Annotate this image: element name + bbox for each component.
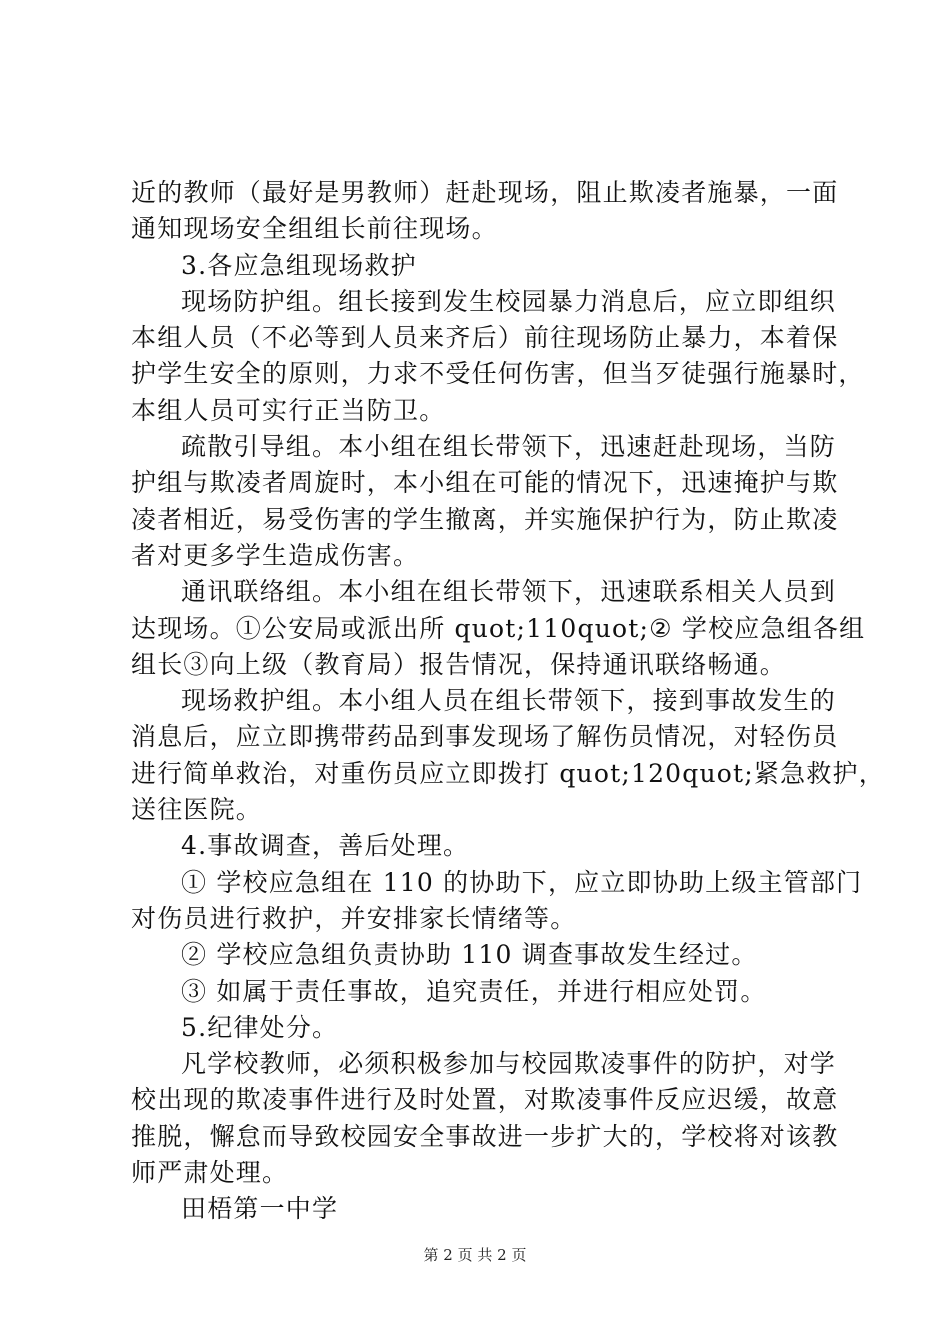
text-line: 凡学校教师，必须积极参加与校园欺凌事件的防护，对学 — [181, 1049, 837, 1079]
text-line: 通讯联络组。本小组在组长带领下，迅速联系相关人员到 — [181, 577, 837, 607]
page-footer: 第 2 页 共 2 页 — [423, 1246, 527, 1264]
text-line: 4.事故调查，善后处理。 — [181, 831, 470, 861]
text-line: 推脱，懈怠而导致校园安全事故进一步扩大的，学校将对该教 — [131, 1121, 839, 1151]
text-line: 通知现场安全组组长前往现场。 — [131, 214, 498, 244]
text-line: 达现场。①公安局或派出所 quot;110quot;② 学校应急组各组 — [131, 613, 866, 643]
text-line: 护组与欺凌者周旋时，本小组在可能的情况下，迅速掩护与欺 — [131, 468, 839, 498]
text-line: 校出现的欺凌事件进行及时处置，对欺凌事件反应迟缓，故意 — [131, 1085, 839, 1115]
text-line: ① 学校应急组在 110 的协助下，应立即协助上级主管部门 — [181, 867, 863, 897]
text-line: 消息后，应立即携带药品到事发现场了解伤员情况，对轻伤员 — [131, 722, 839, 752]
text-line: 疏散引导组。本小组在组长带领下，迅速赶赴现场，当防 — [181, 432, 837, 462]
text-line: 3.各应急组现场救护 — [181, 250, 417, 280]
text-line: 送往医院。 — [131, 795, 263, 825]
text-line: 对伤员进行救护，并安排家长情绪等。 — [131, 903, 577, 933]
text-line: 本组人员可实行正当防卫。 — [131, 395, 446, 425]
text-line: 者对更多学生造成伤害。 — [131, 540, 420, 570]
text-line: 近的教师（最好是男教师）赶赴现场，阻止欺凌者施暴，一面 — [131, 178, 839, 207]
document-body — [131, 175, 885, 1228]
text-line: 凌者相近，易受伤害的学生撤离，并实施保护行为，防止欺凌 — [131, 504, 839, 534]
text-line: 师严肃处理。 — [131, 1158, 289, 1188]
text-line: ③ 如属于责任事故，追究责任，并进行相应处罚。 — [181, 976, 767, 1006]
text-line: ② 学校应急组负责协助 110 调查事故发生经过。 — [181, 940, 758, 970]
text-line: 5.纪律处分。 — [181, 1012, 339, 1042]
text-line: 组长③向上级（教育局）报告情况，保持通讯联络畅通。 — [131, 649, 787, 679]
text-line: 现场救护组。本小组人员在组长带领下，接到事故发生的 — [181, 686, 837, 716]
text-line: 田梧第一中学 — [181, 1194, 339, 1224]
text-line: 进行简单救治，对重伤员应立即拨打 quot;120quot;紧急救护， — [131, 758, 885, 788]
text-line: 现场防护组。组长接到发生校园暴力消息后，应立即组织 — [181, 286, 837, 316]
text-line: 本组人员（不必等到人员来齐后）前往现场防止暴力，本着保 — [131, 323, 839, 353]
text-line: 护学生安全的原则，力求不受任何伤害，但当歹徒强行施暴时， — [131, 359, 865, 389]
